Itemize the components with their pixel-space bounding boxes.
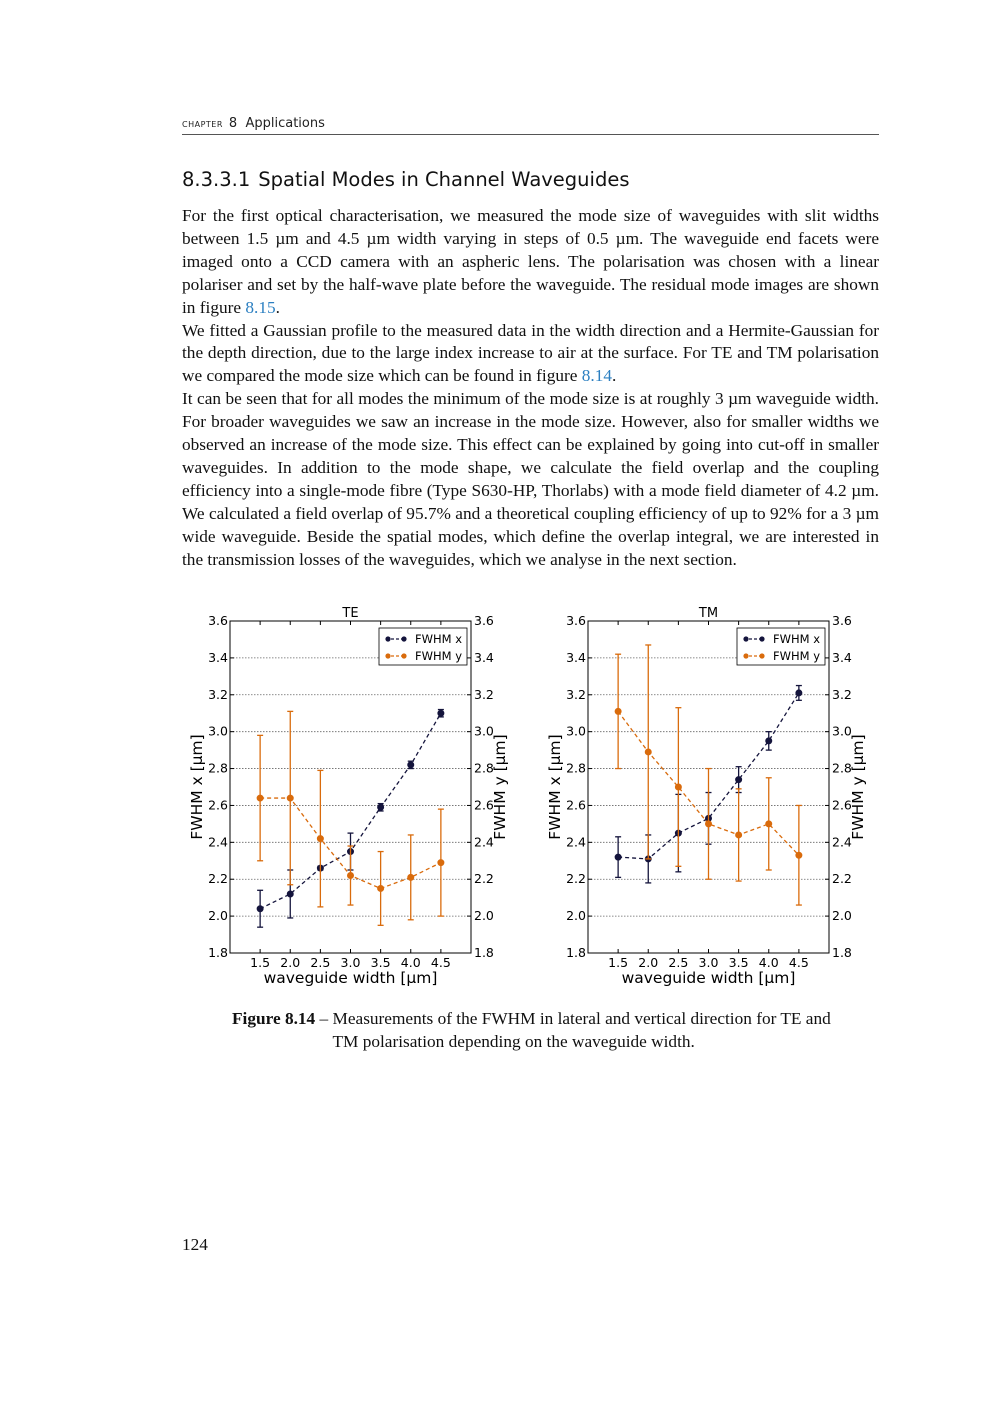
figure-caption [232,1008,832,1053]
data-point-fwhm-y [675,784,681,790]
data-point-fwhm-x [615,854,621,860]
y-tick-label: 1.8 [566,945,586,960]
caption-label: Figure 8.14 [232,1009,316,1028]
legend-marker-fwhm-x [759,636,764,641]
caption-text: Measurements of the FWHM in lateral and vertical direction for TE and TM polarisation depending on the waveguide width. [332,1009,831,1051]
y-tick-label: 2.8 [208,760,228,776]
data-point-fwhm-x [378,804,384,810]
y-tick-label-right: 3.2 [474,686,494,702]
data-point-fwhm-y [438,860,444,866]
paragraph-2-tail: . [611,366,617,386]
y-tick-label: 2.8 [566,760,586,776]
x-tick-label: 3.5 [370,955,391,970]
y-axis-label: FWHM x [µm] [188,734,206,840]
legend-marker-fwhm-y [401,653,406,658]
legend-marker-fwhm-y [743,653,748,658]
y-tick-label-right: 2.2 [474,871,494,887]
y-tick-label-right: 3.4 [474,649,494,665]
data-point-fwhm-y [645,749,651,755]
y-axis-label-right: FWHM y [µm] [849,734,867,840]
y-tick-label-right: 2.8 [474,760,494,776]
y-tick-label-right: 2.0 [832,908,852,924]
y-tick-label-right: 2.6 [474,797,494,813]
figure-ref-8-14[interactable]: 8.14 [581,366,612,386]
data-point-fwhm-x [736,777,742,783]
data-point-fwhm-y [317,836,323,842]
x-axis-label: waveguide width [µm] [263,969,438,987]
chapter-number: 8 [228,116,238,131]
y-tick-label: 2.0 [208,908,228,924]
data-point-fwhm-y [408,874,414,880]
x-tick-label: 1.5 [608,955,629,970]
y-tick-label: 2.2 [566,871,586,887]
chart-title: TE [342,606,359,621]
data-point-fwhm-x [766,738,772,744]
data-point-fwhm-y [796,852,802,858]
x-tick-label: 4.0 [400,955,421,970]
figure-8-14 [180,600,900,1000]
legend-marker-fwhm-x [743,636,748,641]
y-tick-label-right: 1.8 [832,945,852,960]
x-tick-label: 2.0 [280,955,301,970]
y-tick-label-right: 3.6 [832,613,852,628]
x-tick-label: 4.5 [788,955,809,970]
y-tick-label: 3.4 [208,649,228,665]
y-tick-label-right: 2.2 [832,871,852,887]
data-point-fwhm-x [257,906,263,912]
y-tick-label-right: 2.4 [832,834,852,850]
chapter-word: chapter [182,116,223,130]
y-tick-label-right: 1.8 [474,945,494,960]
section-title-text: Spatial Modes in Channel Waveguides [258,168,630,191]
y-tick-label-right: 3.0 [474,723,494,739]
y-tick-label: 2.2 [208,871,228,887]
legend-label-fwhm-y: FWHM y [415,649,463,663]
data-point-fwhm-y [348,873,354,879]
y-tick-label: 2.4 [566,834,586,850]
y-tick-label: 3.0 [208,723,228,739]
x-tick-label: 3.0 [340,955,361,970]
y-tick-label: 3.6 [566,613,586,628]
y-tick-label: 3.4 [566,649,586,665]
paragraph-1-tail: . [275,297,280,317]
paragraph-2 [182,320,879,389]
data-point-fwhm-x [796,690,802,696]
legend-marker-fwhm-x [385,636,390,641]
paragraph-3: It can be seen that for all modes the minimum of the mode size is at roughly 3 µm waveguide width. For broader waveguides we saw an increase in the mode size. However, also for smaller widths we observed an increase of the mode size. This effect can be explained by going into cut-off in smaller waveguides. In addition to the mode shape, we calculate the field overlap and the coupling efficiency into a single-mode fibre (Type S630-HP, Thorlabs) with a mode field diameter of 4.2 µm. We calculated a field overlap of 95.7% and a theoretical coupling efficiency of up to 92% for a 3 µm wide waveguide. Beside the spatial modes, which define the overlap integral, we are interested in the transmission losses of the waveguides, which we analyse in the next section. [182,389,879,569]
y-tick-label: 3.6 [208,613,228,628]
y-tick-label-right: 3.2 [832,686,852,702]
legend-label-fwhm-y: FWHM y [773,649,821,663]
y-axis-label-right: FWHM y [µm] [491,734,509,840]
y-tick-label-right: 3.4 [832,649,852,665]
legend-marker-fwhm-x [401,636,406,641]
section-number: 8.3.3.1 [182,168,251,191]
page-number: 124 [182,1235,208,1254]
data-point-fwhm-x [408,762,414,768]
y-tick-label: 2.6 [566,797,586,813]
running-header [182,116,879,135]
data-point-fwhm-y [378,885,384,891]
body-text [182,205,879,572]
y-tick-label: 3.2 [566,686,586,702]
y-tick-label: 3.0 [566,723,586,739]
data-point-fwhm-y [615,708,621,714]
legend-label-fwhm-x: FWHM x [773,632,821,646]
x-tick-label: 2.0 [638,955,659,970]
legend-marker-fwhm-y [759,653,764,658]
x-tick-label: 4.5 [430,955,451,970]
data-point-fwhm-y [706,821,712,827]
data-point-fwhm-y [736,832,742,838]
paragraph-1 [182,205,879,320]
data-point-fwhm-y [287,795,293,801]
chart-tm [546,606,867,987]
y-tick-label-right: 3.0 [832,723,852,739]
y-tick-label-right: 2.8 [832,760,852,776]
x-tick-label: 1.5 [250,955,271,970]
paragraph-1-text: For the first optical characterisation, we measured the mode size of waveguides with slit widths between 1.5 µm and 4.5 µm width varying in steps of 0.5 µm. The waveguide end facets were imaged onto a CCD camera with an aspheric lens. The polarisation was chosen with a linear polariser and set by the half-wave plate before the waveguide. The residual mode images are shown in figure [182,206,879,317]
legend-marker-fwhm-y [385,653,390,658]
chart-title: TM [698,606,719,621]
y-tick-label-right: 2.4 [474,834,494,850]
y-tick-label-right: 2.6 [832,797,852,813]
section-title [182,168,630,191]
x-tick-label: 4.0 [758,955,779,970]
x-tick-label: 3.0 [698,955,719,970]
data-point-fwhm-y [766,821,772,827]
x-tick-label: 2.5 [668,955,689,970]
x-axis-label: waveguide width [µm] [621,969,796,987]
y-tick-label-right: 3.6 [474,613,494,628]
paragraph-2-text: We fitted a Gaussian profile to the measured data in the width direction and a Hermite-Gaussian for the depth direction, due to the large index increase to air at the surface. For TE and TM polarisation we compared the mode size which can be found in figure [182,320,879,386]
figure-ref-8-15[interactable]: 8.15 [245,297,276,317]
y-tick-label: 2.0 [566,908,586,924]
data-point-fwhm-x [438,710,444,716]
y-axis-label: FWHM x [µm] [546,734,564,840]
data-point-fwhm-y [257,795,263,801]
chapter-title: Applications [245,116,325,131]
x-tick-label: 3.5 [728,955,749,970]
x-tick-label: 2.5 [310,955,331,970]
legend-label-fwhm-x: FWHM x [415,632,463,646]
y-tick-label: 3.2 [208,686,228,702]
y-tick-label-right: 2.0 [474,908,494,924]
caption-separator: – [315,1009,333,1028]
y-tick-label: 1.8 [208,945,228,960]
data-point-fwhm-x [287,891,293,897]
chart-te [188,606,509,987]
y-tick-label: 2.6 [208,797,228,813]
y-tick-label: 2.4 [208,834,228,850]
